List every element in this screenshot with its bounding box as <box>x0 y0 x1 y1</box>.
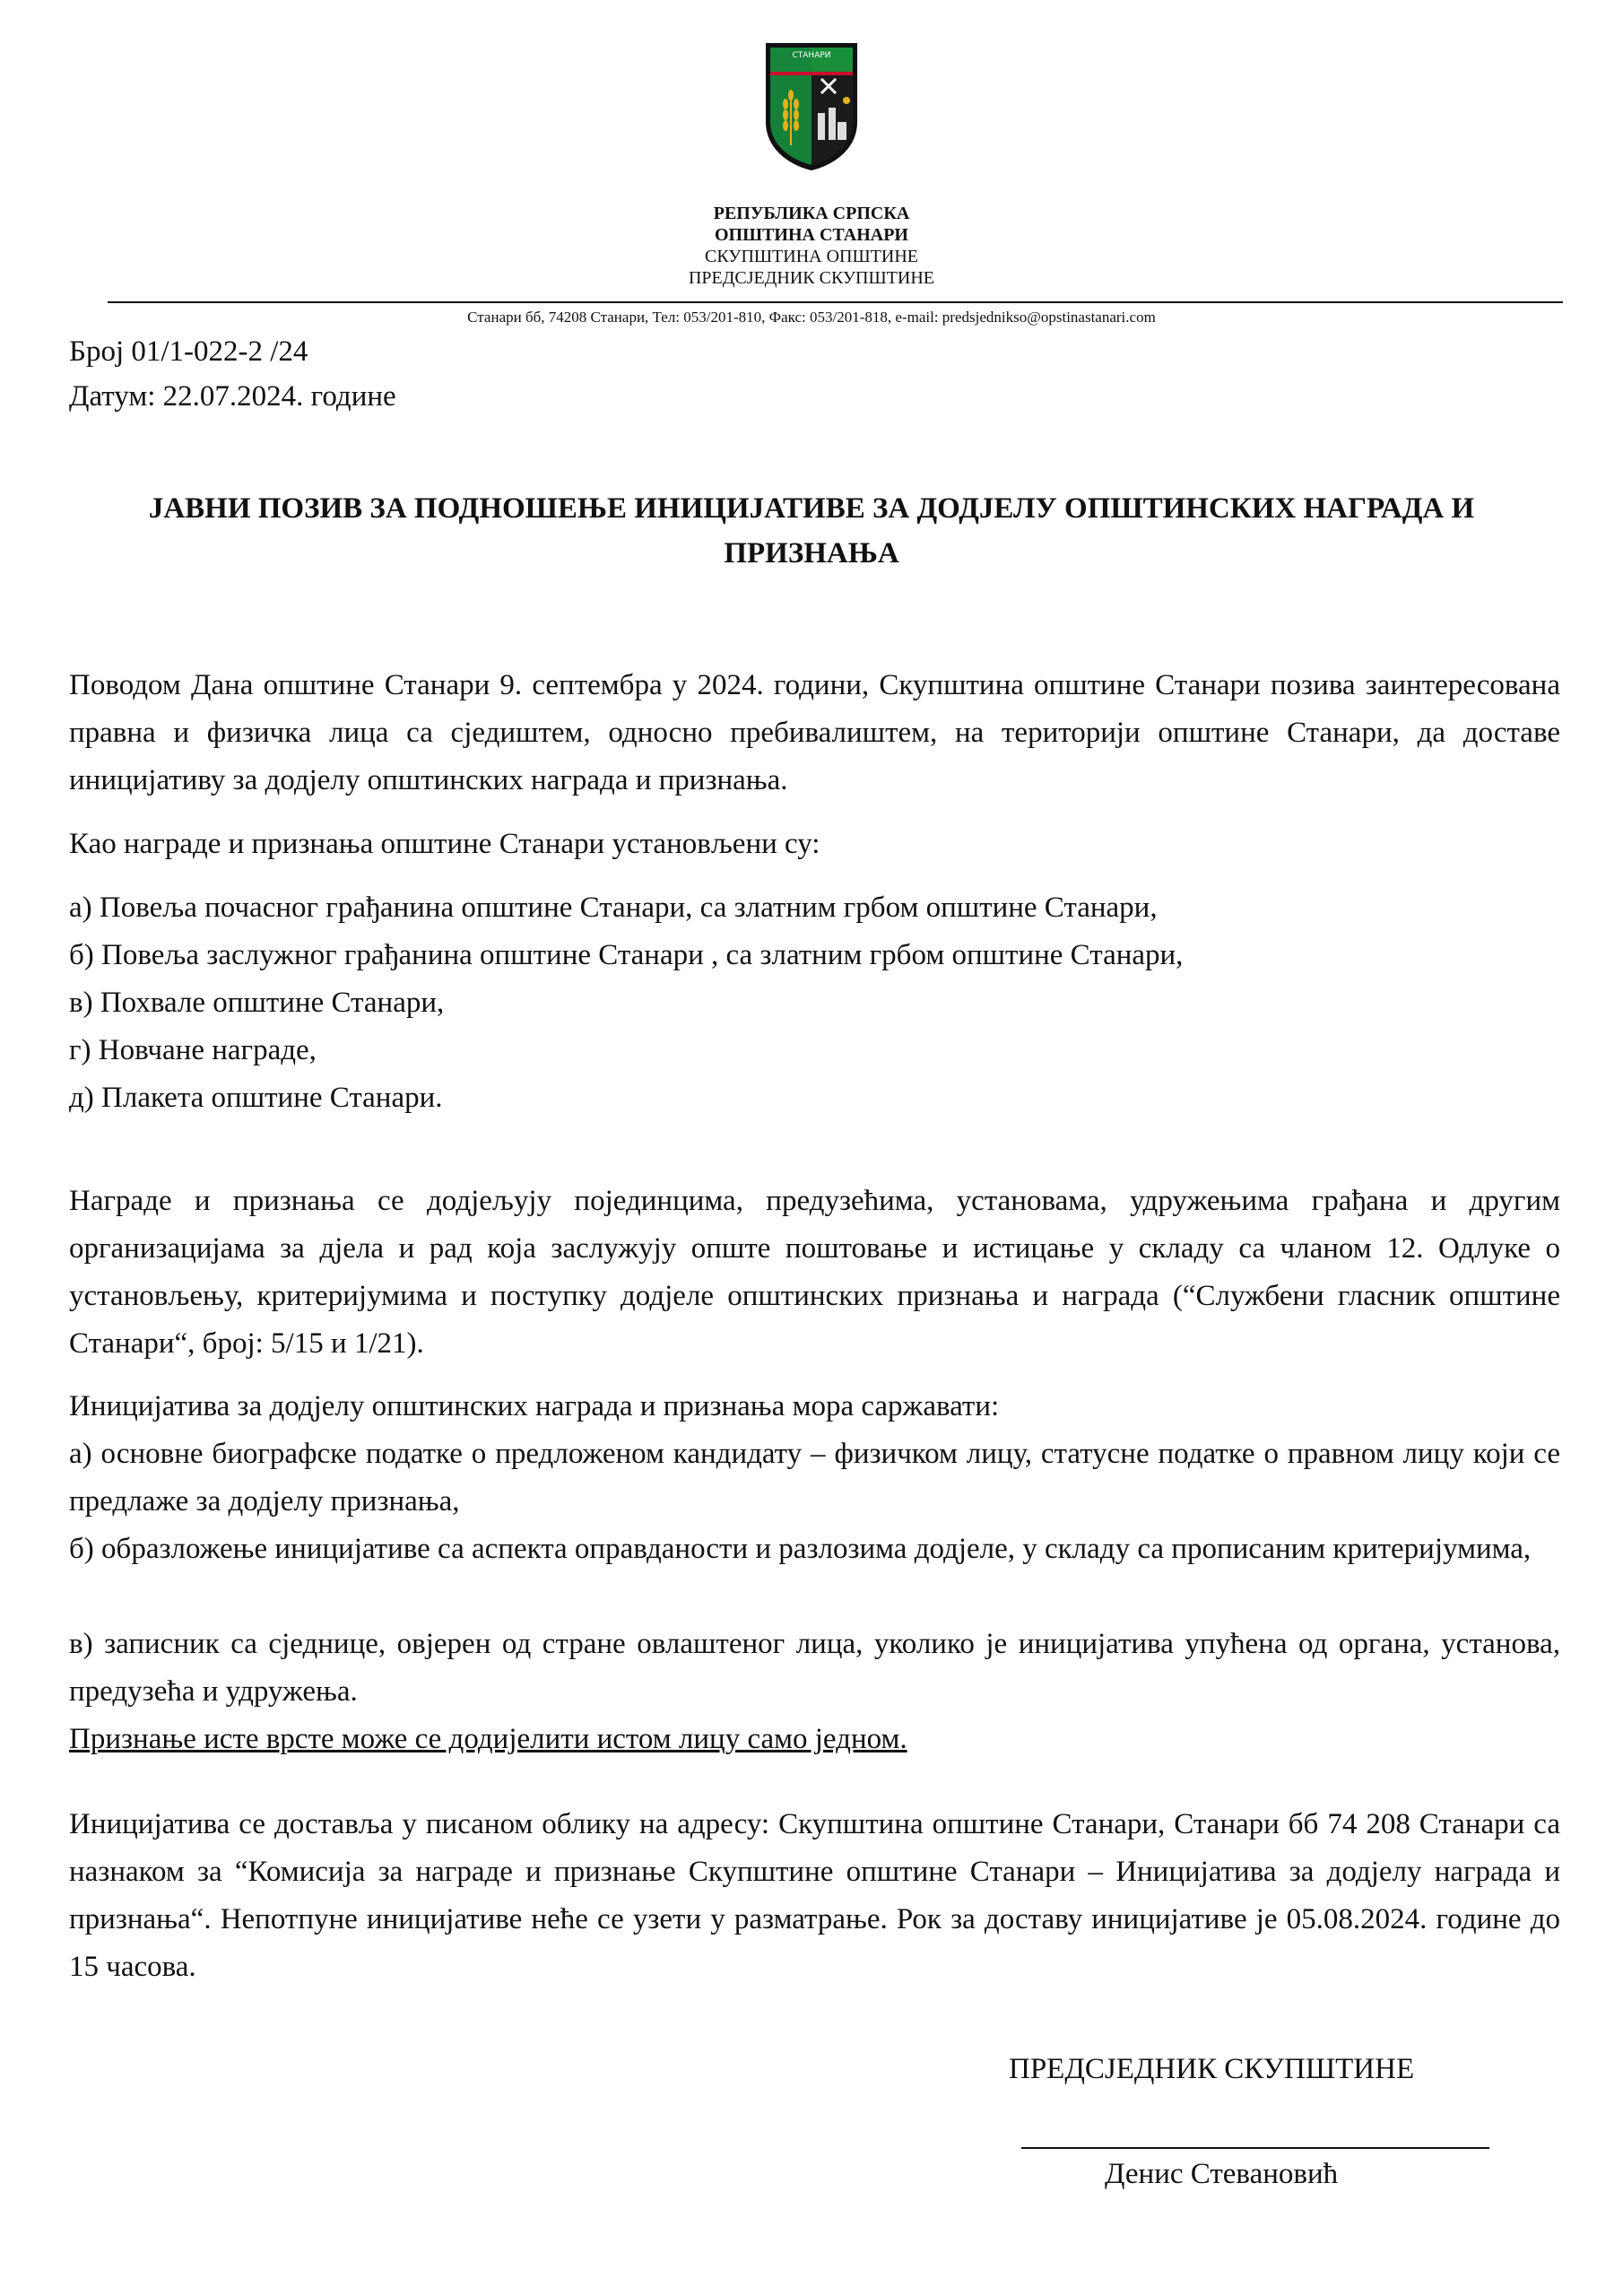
signature-line <box>1021 2147 1489 2149</box>
header-divider <box>108 301 1563 303</box>
content-intro: Иницијатива за додјелу општинских награда и признања мора саржавати: <box>69 1390 1000 1422</box>
content-item-a: а) основне биографске податке о предложеном кандидату – физичком лицу, статусне податке о правном лицу који се предлаже за додјелу признања, <box>69 1438 1560 1518</box>
header-country: РЕПУБЛИКА СРПСКА <box>713 204 910 223</box>
intro-paragraph: Поводом Дана општине Станари 9. септембра у 2024. години, Скупштина општине Станари позива заинтересована правна и физичка лица са сједиштем, односно пребивалиштем, на територији општине Станари, да доставе иницијативу за додјелу општинских награда и признања. <box>69 669 1560 796</box>
award-item: в) Похвале општине Станари, <box>69 987 445 1019</box>
submission-paragraph: Иницијатива се доставља у писаном облику на адресу: Скупштина општине Станари, Станари бб 74 208 Станари са назнаком за “Комисија за награде и признање Скупштине општине Станари – Иницијатива за додјелу награда и признања“. Непотпуне иницијативе неће се узети у разматрање. Рок за доставу иницијативе је 05.08.2024. године до 15 часова. <box>69 1808 1560 1983</box>
municipality-crest-logo <box>762 39 861 174</box>
awards-intro: Као награде и признања општине Станари установљени су: <box>69 828 820 860</box>
header-president: ПРЕДСЈЕДНИК СКУПШТИНЕ <box>688 268 934 288</box>
award-item: б) Повеља заслужног грађанина општине Станари , са златним грбом општине Станари, <box>69 939 1184 971</box>
header-municipality: ОПШТИНА СТАНАРИ <box>715 225 908 245</box>
content-item-c: в) записник са сједнице, овјерен од стране овлаштеног лица, уколико је иницијатива упућена од органа, установа, предузећа и удружења. <box>69 1628 1560 1708</box>
header-contact: Станари бб, 74208 Станари, Тел: 053/201-810, Факс: 053/201-818, e-mail: predsjednikso@opstinastanari.com <box>467 309 1156 326</box>
recipients-paragraph: Награде и признања се додјељују појединцима, предузећима, установама, удружењима грађана и другим организацијама за дјела и рад која заслужују опште поштовање и истицање у складу са чланом 12. Одлуке о установљењу, критеријумима и поступку додјеле општинских признања и награда (“Службени гласник општине Станари“, број: 5/15 и 1/21). <box>69 1185 1560 1360</box>
award-item: а) Повеља почасног грађанина општине Станари, са златним грбом општине Станари, <box>69 891 1158 924</box>
award-item: г) Новчане награде, <box>69 1034 317 1066</box>
award-item: д) Плакета општине Станари. <box>69 1082 443 1114</box>
signature-name: Денис Стевановић <box>1105 2158 1339 2190</box>
document-date: Датум: 22.07.2024. године <box>69 380 396 413</box>
document-title: ЈАВНИ ПОЗИВ ЗА ПОДНОШЕЊЕ ИНИЦИЈАТИВЕ ЗА ДОДЈЕЛУ ОПШТИНСКИХ НАГРАДА И ПРИЗНАЊА <box>148 492 1475 570</box>
crest-text: СТАНАРИ <box>792 51 831 60</box>
note-underlined: Признање исте врсте може се додијелити истом лицу само једном. <box>69 1723 907 1755</box>
header-assembly: СКУПШТИНА ОПШТИНЕ <box>705 247 918 266</box>
document-number: Број 01/1-022-2 /24 <box>69 335 308 368</box>
signature-title: ПРЕДСЈЕДНИК СКУПШТИНЕ <box>1009 2053 1415 2085</box>
content-item-b: б) образложење иницијативе са аспекта оправданости и разлозима додјеле, у складу са прописаним критеријумима, <box>69 1533 1532 1565</box>
